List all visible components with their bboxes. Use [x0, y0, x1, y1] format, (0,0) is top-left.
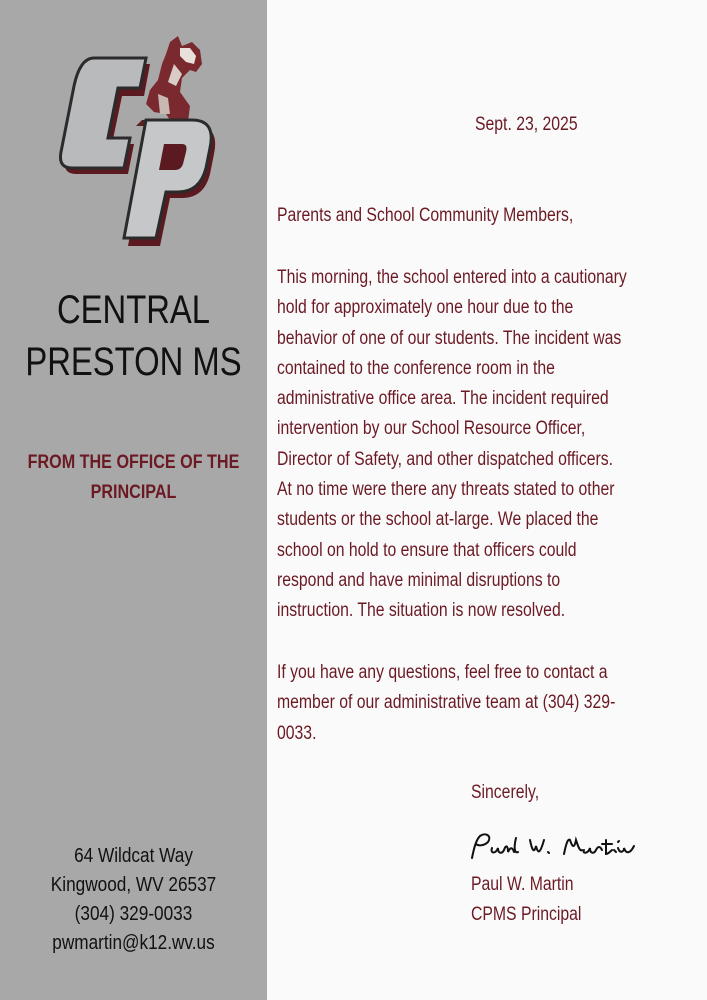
closing: Sincerely,: [471, 782, 540, 803]
signer-title: CPMS Principal: [471, 904, 582, 925]
address-phone: (304) 329-0033: [74, 903, 193, 925]
paragraph-1: This morning, the school entered into a cautionary hold for approximately one hour due to the behavior of one of our students. The incident was contained to the conference room in the administrative office area. The incident required intervention by our School Resource Officer, Director of Safety, and other dispatched officers. At no time were there any threats stated to other students or the school at-large. We placed the school on hold to ensure that officers could respond and have minimal disruptions to instruction. The situation is now resolved.: [277, 267, 627, 622]
letter-date: Sept. 23, 2025: [475, 114, 578, 135]
signer-block: [471, 870, 581, 930]
school-address: [19, 842, 249, 958]
sidebar: [0, 0, 267, 1000]
signer-name: Paul W. Martin: [471, 874, 574, 895]
salutation: Parents and School Community Members,: [277, 205, 574, 226]
school-logo-icon: [50, 34, 220, 246]
signature-icon: [468, 828, 646, 868]
address-email: pwmartin@k12.wv.us: [52, 932, 215, 954]
office-of-principal-heading: FROM THE OFFICE OF THE PRINCIPAL: [27, 452, 240, 503]
school-name: CENTRAL PRESTON MS: [25, 288, 242, 384]
address-street: 64 Wildcat Way: [74, 845, 193, 867]
address-city: Kingwood, WV 26537: [50, 874, 217, 896]
paragraph-2: If you have any questions, feel free to contact a member of our administrative team at (304) 329- 0033.: [277, 662, 616, 744]
